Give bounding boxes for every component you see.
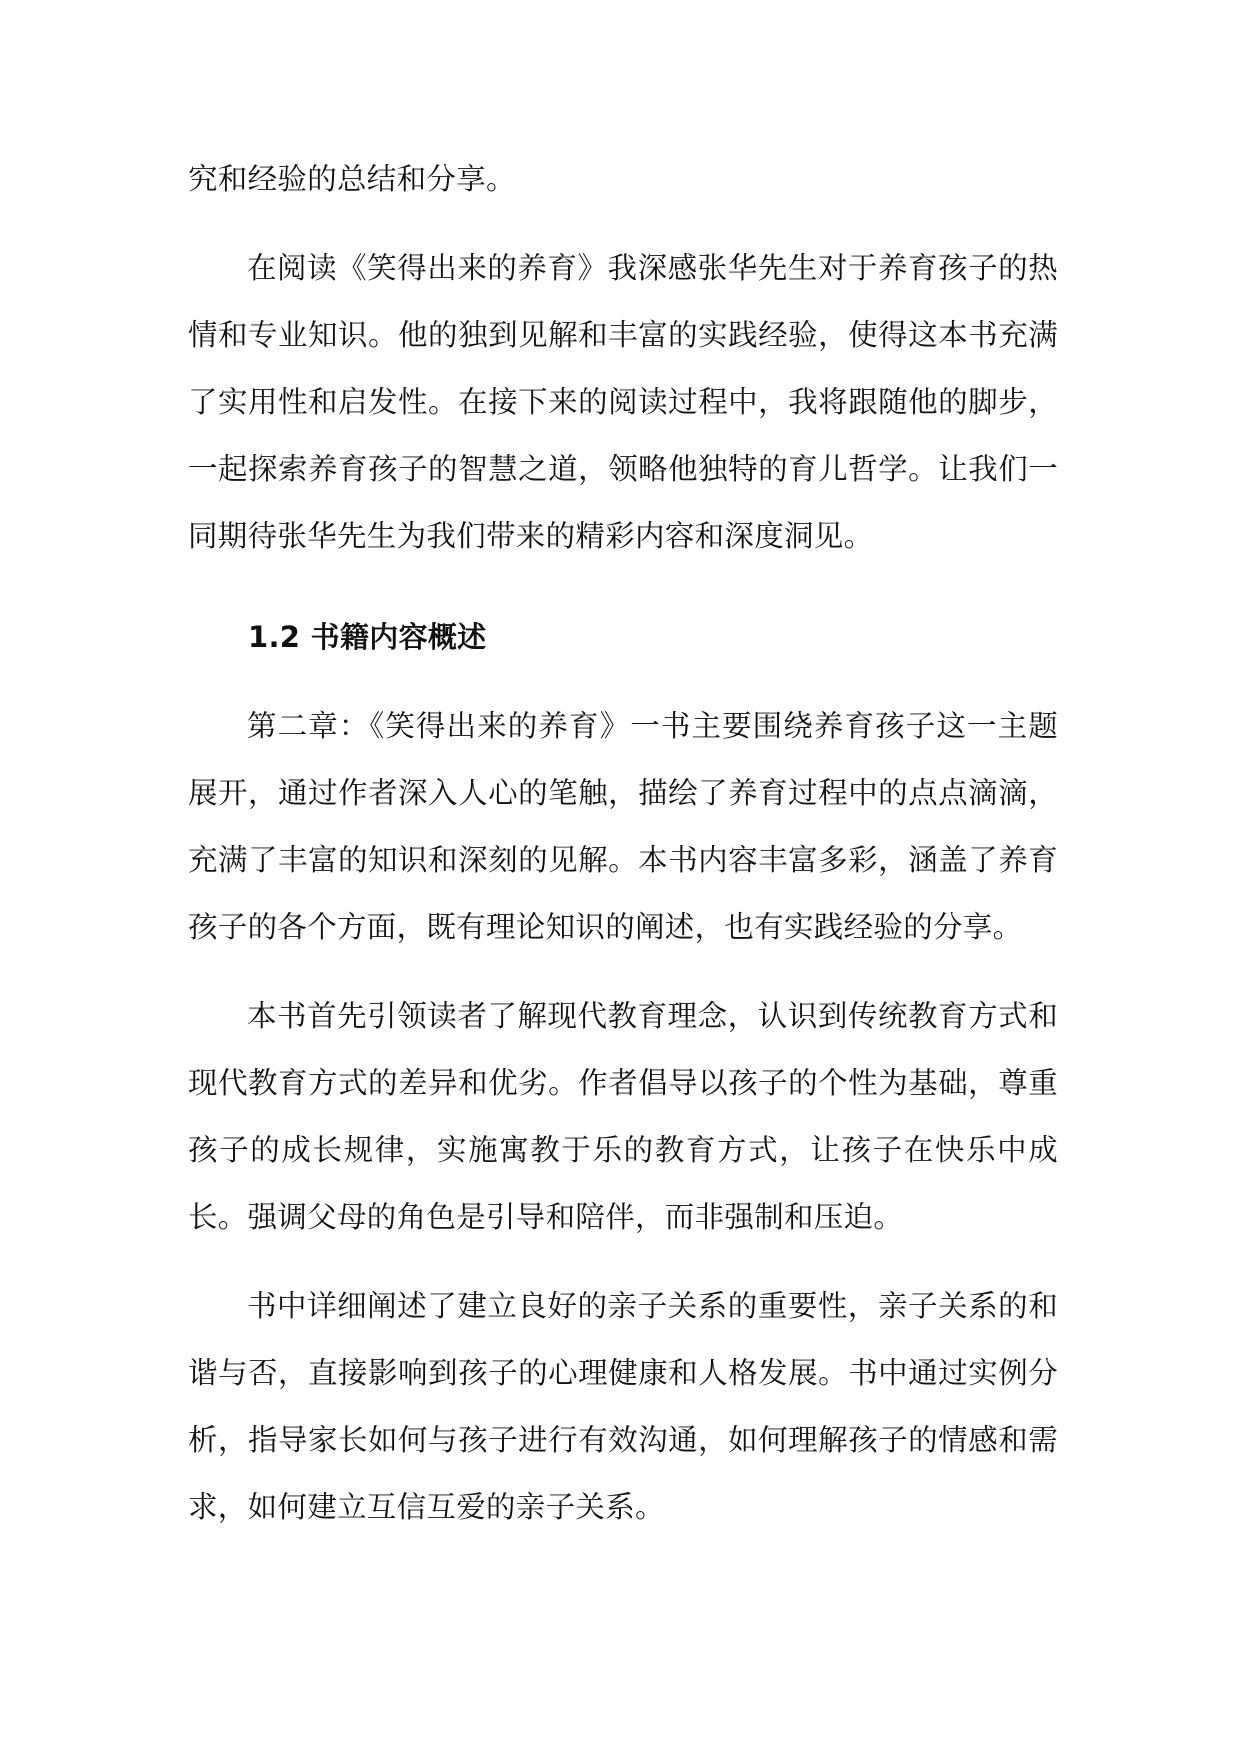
section-heading: 1.2 书籍内容概述 [248,620,487,654]
paragraph-parent-child-relationship: 书中详细阐述了建立良好的亲子关系的重要性，亲子关系的和谐与否，直接影响到孩子的心理健康和人格发展。书中通过实例分析，指导家长如何与孩子进行有效沟通，如何理解孩子的情感和需求，如何建立互信互爱的亲子关系。 [188,1289,1058,1524]
paragraph-continuation: 究和经验的总结和分享。 [188,162,516,196]
paragraph-modern-education: 本书首先引领读者了解现代教育理念，认识到传统教育方式和现代教育方式的差异和优劣。作者倡导以孩子的个性为基础，尊重孩子的成长规律，实施寓教于乐的教育方式，让孩子在快乐中成长。强调父母的角色是引导和陪伴，而非强制和压迫。 [188,999,1058,1234]
paragraph-reading-impression: 在阅读《笑得出来的养育》我深感张华先生对于养育孩子的热情和专业知识。他的独到见解和丰富的实践经验，使得这本书充满了实用性和启发性。在接下来的阅读过程中，我将跟随他的脚步，一起探索养育孩子的智慧之道，领略他独特的育儿哲学。让我们一同期待张华先生为我们带来的精彩内容和深度洞见。 [188,251,1058,553]
document-body [188,146,1058,1563]
paragraph-content-overview: 第二章：《笑得出来的养育》一书主要围绕养育孩子这一主题展开，通过作者深入人心的笔触，描绘了养育过程中的点点滴滴，充满了丰富的知识和深刻的见解。本书内容丰富多彩，涵盖了养育孩子的各个方面，既有理论知识的阐述，也有实践经验的分享。 [188,709,1058,944]
